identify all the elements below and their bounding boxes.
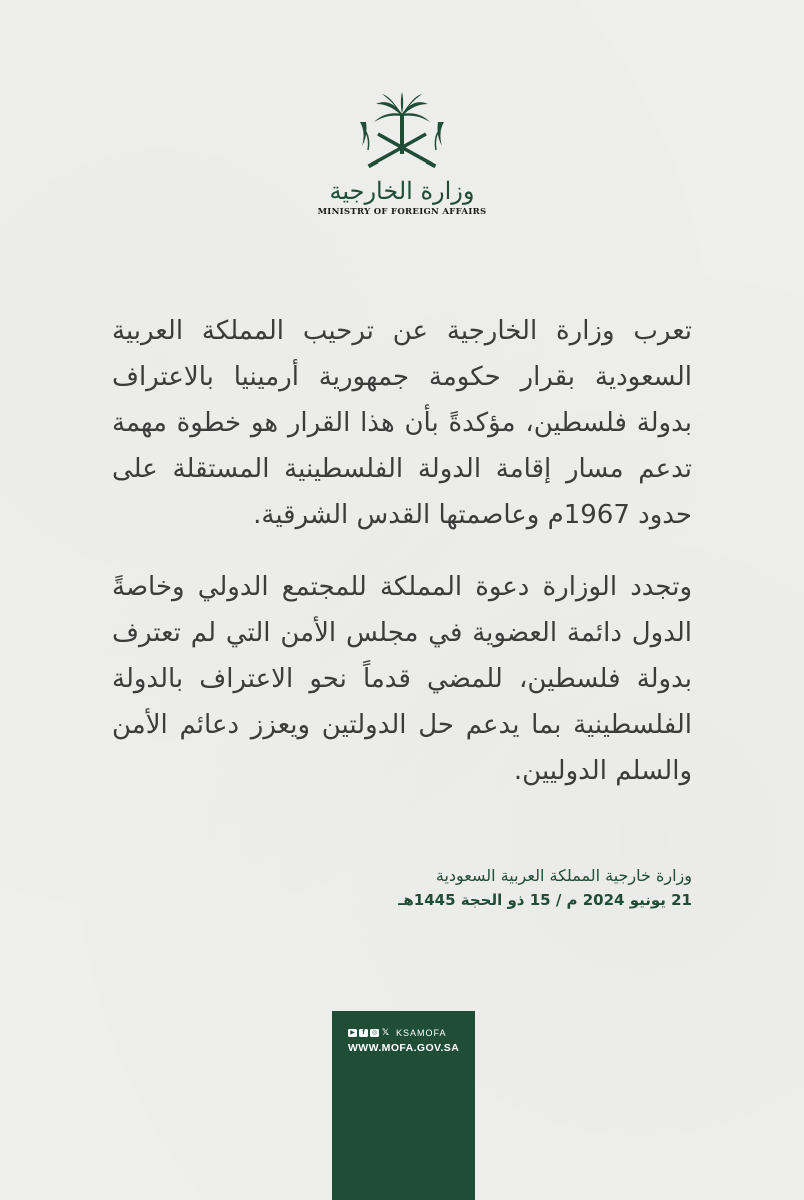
- youtube-icon[interactable]: ▶: [348, 1029, 357, 1037]
- signature-date: 21 يونيو 2024 م / 15 ذو الحجة 1445هـ: [398, 891, 692, 909]
- statement-body: [112, 308, 692, 820]
- signature-block: [300, 864, 692, 912]
- palm-swords-emblem-icon: [354, 92, 450, 176]
- ministry-logo: [0, 92, 804, 217]
- statement-paragraph-2: وتجدد الوزارة دعوة المملكة للمجتمع الدولي وخاصةً الدول دائمة العضوية في مجلس الأمن التي لم تعترف بدولة فلسطين، للمضي قدماً نحو الاعتراف بالدولة الفلسطينية بما يدعم حل الدولتين ويعزز دعائم الأمن والسلم الدوليين.: [112, 572, 692, 786]
- signature-issuer: وزارة خارجية المملكة العربية السعودية: [435, 866, 692, 885]
- social-handle[interactable]: KSAMOFA: [396, 1028, 447, 1038]
- x-icon[interactable]: 𝕏: [381, 1028, 390, 1038]
- footer-panel: [332, 1011, 475, 1200]
- website-link[interactable]: WWW.MOFA.GOV.SA: [348, 1042, 460, 1054]
- ministry-arabic-name: وزارة الخارجية: [329, 177, 475, 205]
- social-links: [348, 1028, 447, 1038]
- facebook-icon[interactable]: f: [359, 1029, 368, 1037]
- ministry-english-name: MINISTRY OF FOREIGN AFFAIRS: [317, 207, 487, 217]
- instagram-icon[interactable]: ◎: [371, 1029, 378, 1036]
- statement-paragraph-1: تعرب وزارة الخارجية عن ترحيب المملكة العربية السعودية بقرار حكومة جمهورية أرمينيا بالاعتراف بدولة فلسطين، مؤكدةً بأن هذا القرار هو خطوة مهمة تدعم مسار إقامة الدولة الفلسطينية المستقلة على حدود 1967م وعاصمتها القدس الشرقية.: [112, 316, 692, 530]
